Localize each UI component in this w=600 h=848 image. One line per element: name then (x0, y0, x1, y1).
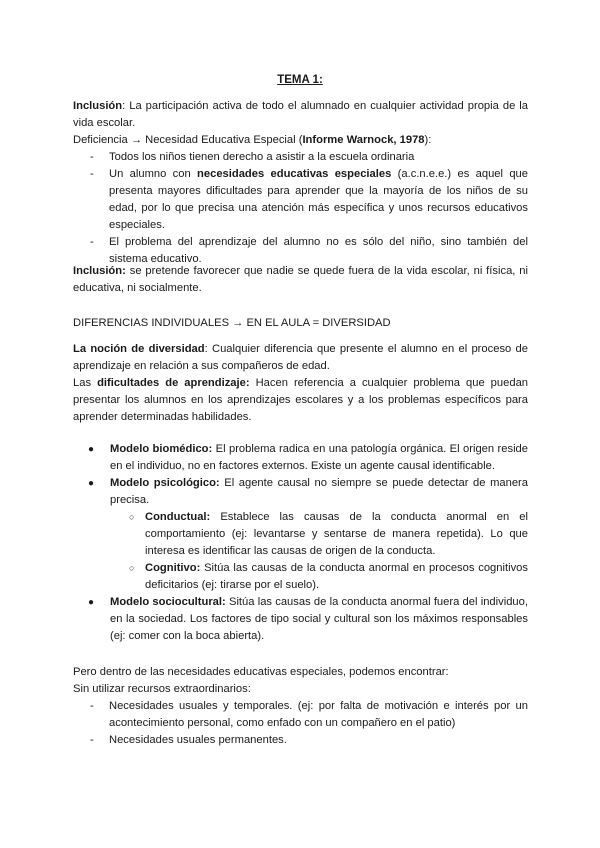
dificultades-definition (73, 375, 528, 426)
text-segment: Las (73, 377, 98, 389)
circle-marker: ○ (129, 512, 135, 522)
list-item-text: Sitúa las causas de la conducta anormal fuera del individuo, en la sociedad. Los factores de tipo social y cultural son los máximos responsables (ej: comer con la boca abierta). (110, 596, 528, 642)
model-biomedico-item (73, 441, 528, 475)
term-label: Inclusión (73, 100, 123, 112)
dash-marker: - (90, 151, 94, 163)
text-segment: Deficiencia → Necesidad Educativa Especial ( (73, 134, 303, 146)
definition-text: : La participación activa de todo el alumnado en cualquier actividad propia de la vida escolar. (73, 100, 528, 129)
dash-marker: - (90, 734, 94, 746)
definition-text: : Cualquier diferencia que presente el alumno en el proceso de aprendizaje en relación a sus compañeros de edad. (73, 343, 528, 372)
term-label: Modelo biomédico: (110, 443, 213, 455)
sin-recursos-line: Sin utilizar recursos extraordinarios: (73, 683, 251, 695)
dash-marker: - (90, 700, 94, 712)
deficiencia-line (73, 132, 528, 149)
sublist-item-conductual (110, 509, 528, 560)
term-label: Conductual: (145, 511, 211, 523)
text-segment: ): (424, 134, 432, 146)
circle-marker: ○ (129, 563, 135, 573)
reference-label: Informe Warnock, 1978 (302, 134, 425, 146)
dash-marker: - (90, 236, 94, 248)
list-item-text: Todos los niños tienen derecho a asistir a la escuela ordinaria (109, 151, 415, 163)
list-item-text: Establece las causas de la conducta anormal en el comportamiento (ej: levantarse y sentarse de manera repetida). Lo que interesa es identificar las causas de origen de la conducta. (145, 511, 528, 557)
term-label: Cognitivo: (145, 562, 201, 574)
list-item-text: Sitúa las causas de la conducta anormal en procesos cognitivos deficitarios (ej: tirarse por el suelo). (145, 562, 528, 591)
list-item (73, 698, 528, 732)
list-item-text: El agente causal no siempre se puede detectar de manera precisa. (110, 477, 529, 506)
list-item-text: Necesidades usuales permanentes. (109, 734, 287, 746)
term-label: La noción de diversidad (73, 343, 205, 355)
model-sociocultural-item (73, 594, 528, 645)
list-item-text: (a.c.n.e.e.) es aquel que presenta mayores dificultades para aprender que la mayoría de los niños de su edad, por lo que precisa una atención más específica y unos recursos educativos especiales. (109, 168, 528, 231)
psicologico-sublist (110, 509, 528, 594)
model-psicologico-item (73, 475, 528, 594)
term-label: Inclusión: (73, 265, 126, 277)
diversidad-definition (73, 341, 528, 375)
definition-text: se pretende favorecer que nadie se quede fuera de la vida escolar, ni física, ni educativa, ni socialmente. (73, 265, 528, 294)
nee-intro: Pero dentro de las necesidades educativas especiales, podemos encontrar: (73, 666, 449, 678)
term-label: dificultades de aprendizaje: (97, 377, 250, 389)
list-item (73, 166, 528, 234)
bullet-marker: ● (88, 597, 95, 608)
definition-text: Hacen referencia a cualquier problema que puedan presentar los alumnos en los aprendizajes escolares y a los problemas específicos para aprender determinadas habilidades. (73, 377, 529, 423)
page-title: TEMA 1: (277, 74, 323, 86)
term-label: necesidades educativas especiales (197, 168, 392, 180)
list-item-text: El problema del aprendizaje del alumno no es sólo del niño, sino también del sistema educativo. (109, 236, 528, 265)
sublist-item-cognitivo (110, 560, 528, 594)
models-list (73, 441, 528, 645)
list-item-text: Necesidades usuales y temporales. (ej: por falta de motivación e interés por un acontecimiento personal, como enfado con un compañero en el patio) (109, 700, 528, 729)
list-item-text: El problema radica en una patología orgánica. El origen reside en el individuo, no en factores externos. Existe un agente causal identificable. (110, 443, 528, 472)
term-label: Modelo psicológico: (110, 477, 220, 489)
necesidades-list (73, 698, 528, 749)
list-item-text: Un alumno con (109, 168, 198, 180)
list-item (73, 732, 528, 749)
diferencias-heading: DIFERENCIAS INDIVIDUALES → EN EL AULA = DIVERSIDAD (73, 317, 391, 329)
inclusion-goal (73, 263, 528, 297)
bullet-marker: ● (88, 444, 95, 455)
inclusion-definition (73, 98, 528, 132)
dash-marker: - (90, 168, 94, 180)
term-label: Modelo sociocultural: (110, 596, 226, 608)
list-item (73, 149, 528, 166)
bullet-marker: ● (88, 478, 95, 489)
deficiencia-list (73, 149, 528, 268)
